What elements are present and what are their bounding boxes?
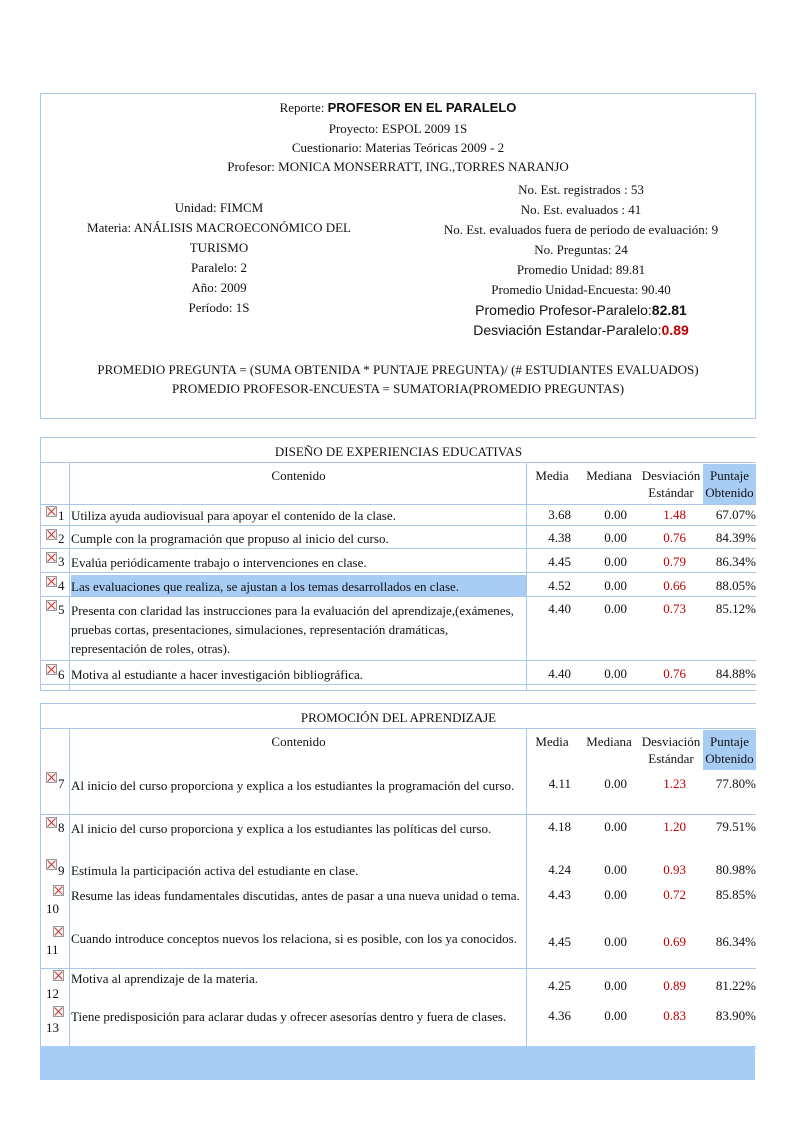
table-row <box>41 816 756 856</box>
row-text: Tiene predisposición para aclarar dudas y ofrecer asesorías dentro y fuera de clases. <box>71 1009 507 1024</box>
row-median: 0.00 <box>604 819 627 834</box>
year-line: Año: 2009 <box>191 280 247 295</box>
row-media: 4.40 <box>548 666 571 681</box>
col-deviation-line1: Desviación <box>641 734 701 749</box>
col-media: Media <box>535 468 569 483</box>
row-number: 10 <box>46 901 59 916</box>
row-deviation: 0.73 <box>663 601 686 616</box>
report-value: PROFESOR EN EL PARALELO <box>327 100 517 115</box>
row-media: 4.43 <box>548 887 571 902</box>
section-learning <box>40 703 756 1049</box>
row-score: 77.80% <box>715 776 756 791</box>
row-score: 86.34% <box>715 934 756 949</box>
row-median: 0.00 <box>604 887 627 902</box>
row-deviation: 0.72 <box>663 887 686 902</box>
row-deviation: 0.89 <box>663 978 686 993</box>
table-row <box>41 551 756 573</box>
unit-average-line: Promedio Unidad: 89.81 <box>516 262 646 277</box>
row-median: 0.00 <box>604 530 627 545</box>
row-score: 80.98% <box>715 862 756 877</box>
table-row <box>41 1004 756 1047</box>
report-label: Reporte: <box>279 100 328 115</box>
row-media: 4.45 <box>548 554 571 569</box>
row-median: 0.00 <box>604 978 627 993</box>
footer-bar <box>40 1046 755 1080</box>
col-score <box>703 464 756 504</box>
row-deviation: 1.23 <box>663 776 686 791</box>
broken-image-icon <box>46 859 57 870</box>
row-score: 83.90% <box>715 1008 756 1023</box>
row-score: 79.51% <box>715 819 756 834</box>
statistics-info <box>401 180 761 340</box>
row-median: 0.00 <box>604 578 627 593</box>
row-score: 81.22% <box>715 978 756 993</box>
broken-image-icon <box>53 926 64 937</box>
table-row <box>41 599 756 661</box>
period-line: Período: 1S <box>188 300 250 315</box>
row-deviation: 0.79 <box>663 554 686 569</box>
row-number: 3 <box>58 554 65 569</box>
broken-image-icon <box>46 552 57 563</box>
row-deviation: 0.66 <box>663 578 686 593</box>
row-media: 4.24 <box>548 862 571 877</box>
row-text: Evalúa periódicamente trabajo o intervenciones en clase. <box>71 555 367 570</box>
row-media: 4.40 <box>548 601 571 616</box>
row-media: 3.68 <box>548 507 571 522</box>
row-deviation: 0.76 <box>663 530 686 545</box>
std-deviation <box>401 320 761 340</box>
col-content: Contenido <box>271 734 326 749</box>
professor-average <box>401 300 761 320</box>
col-deviation <box>639 733 703 767</box>
questions-line: No. Preguntas: 24 <box>534 242 628 257</box>
project-line: Proyecto: ESPOL 2009 1S <box>328 121 468 136</box>
evaluated-line: No. Est. evaluados : 41 <box>520 202 642 217</box>
std-deviation-value: 0.89 <box>661 322 689 338</box>
row-text: Al inicio del curso proporciona y explica a los estudiantes la programación del curso. <box>71 778 515 793</box>
col-deviation-line1: Desviación <box>641 468 701 483</box>
row-media: 4.36 <box>548 1008 571 1023</box>
col-deviation-line2: Estándar <box>648 751 694 766</box>
col-deviation <box>639 467 703 501</box>
col-score-line2: Obtenido <box>705 751 754 766</box>
row-text: Resume las ideas fundamentales discutidas, antes de pasar a una nueva unidad o tema. <box>71 888 520 903</box>
report-header <box>40 93 756 419</box>
report-title <box>41 100 755 116</box>
col-score <box>703 730 756 770</box>
broken-image-icon <box>46 817 57 828</box>
row-deviation: 0.76 <box>663 666 686 681</box>
registered-line: No. Est. registrados : 53 <box>518 182 644 197</box>
unit-line: Unidad: FIMCM <box>174 200 264 215</box>
formula-survey: PROMEDIO PROFESOR-ENCUESTA = SUMATORIA(PROMEDIO PREGUNTAS) <box>171 381 625 396</box>
row-number: 6 <box>58 667 65 682</box>
table-row <box>41 575 756 597</box>
row-score: 85.12% <box>715 601 756 616</box>
table-row <box>41 858 756 881</box>
section-title: DISEÑO DE EXPERIENCIAS EDUCATIVAS <box>41 442 756 463</box>
row-median: 0.00 <box>604 862 627 877</box>
row-score: 67.07% <box>715 507 756 522</box>
row-number: 5 <box>58 602 65 617</box>
row-number: 4 <box>58 578 65 593</box>
col-media: Media <box>535 734 569 749</box>
row-median: 0.00 <box>604 507 627 522</box>
row-deviation: 0.69 <box>663 934 686 949</box>
row-text: Cumple con la programación que propuso al inicio del curso. <box>71 531 389 546</box>
row-text: Utiliza ayuda audiovisual para apoyar el contenido de la clase. <box>71 508 396 523</box>
row-media: 4.11 <box>548 776 571 791</box>
row-deviation: 0.83 <box>663 1008 686 1023</box>
row-deviation: 1.48 <box>663 507 686 522</box>
broken-image-icon <box>53 970 64 981</box>
row-score: 88.05% <box>715 578 756 593</box>
broken-image-icon <box>46 529 57 540</box>
col-content: Contenido <box>271 468 326 483</box>
row-score: 86.34% <box>715 554 756 569</box>
row-deviation: 1.20 <box>663 819 686 834</box>
professor-average-label: Promedio Profesor-Paralelo: <box>475 302 652 318</box>
broken-image-icon <box>46 600 57 611</box>
broken-image-icon <box>46 772 57 783</box>
professor-line: Profesor: MONICA MONSERRATT, ING.,TORRES NARANJO <box>227 159 569 174</box>
subject-line-2: TURISMO <box>189 240 249 255</box>
table-row <box>41 970 756 1002</box>
professor-average-value: 82.81 <box>651 302 687 318</box>
unit-survey-average-line: Promedio Unidad-Encuesta: 90.40 <box>491 282 671 297</box>
row-number: 11 <box>46 942 59 957</box>
questionnaire-line: Cuestionario: Materias Teóricas 2009 - 2 <box>291 140 505 155</box>
row-score: 85.85% <box>715 887 756 902</box>
table-row <box>41 770 756 815</box>
std-deviation-label: Desviación Estandar-Paralelo: <box>473 322 662 338</box>
table-row <box>41 505 756 526</box>
broken-image-icon <box>53 885 64 896</box>
parallel-line: Paralelo: 2 <box>191 260 247 275</box>
broken-image-icon <box>46 664 57 675</box>
row-score: 84.39% <box>715 530 756 545</box>
row-median: 0.00 <box>604 601 627 616</box>
row-text: Motiva al aprendizaje de la materia. <box>71 971 258 986</box>
row-number: 1 <box>58 508 65 523</box>
row-text: Presenta con claridad las instrucciones para la evaluación del aprendizaje,(exámenes, pruebas cortas, presentaciones, simulaciones, representación dramáticas, representación de roles, otras). <box>71 603 514 656</box>
table-header <box>41 464 756 505</box>
row-media: 4.45 <box>548 934 571 949</box>
row-median: 0.00 <box>604 554 627 569</box>
col-score-line1: Puntaje <box>710 468 749 483</box>
row-media: 4.52 <box>548 578 571 593</box>
row-number: 12 <box>46 986 59 1001</box>
formula-question: PROMEDIO PREGUNTA = (SUMA OBTENIDA * PUNTAJE PREGUNTA)/ (# ESTUDIANTES EVALUADOS) <box>97 362 699 377</box>
row-text: Estimula la participación activa del estudiante en clase. <box>71 863 359 878</box>
outside-period-line: No. Est. evaluados fuera de periodo de evaluación: 9 <box>443 222 719 237</box>
table-header <box>41 730 756 770</box>
broken-image-icon <box>46 506 57 517</box>
col-deviation-line2: Estándar <box>648 485 694 500</box>
row-median: 0.00 <box>604 776 627 791</box>
row-number: 7 <box>58 776 65 791</box>
row-number: 13 <box>46 1020 59 1035</box>
row-median: 0.00 <box>604 934 627 949</box>
row-text: Cuando introduce conceptos nuevos los relaciona, si es posible, con los ya conocidos. <box>71 931 517 946</box>
col-median: Mediana <box>586 734 632 749</box>
row-media: 4.38 <box>548 530 571 545</box>
broken-image-icon <box>53 1006 64 1017</box>
broken-image-icon <box>46 576 57 587</box>
row-median: 0.00 <box>604 1008 627 1023</box>
row-score: 84.88% <box>715 666 756 681</box>
col-score-line2: Obtenido <box>705 485 754 500</box>
table-row <box>41 924 756 969</box>
section-title: PROMOCIÓN DEL APRENDIZAJE <box>41 708 756 729</box>
table-row <box>41 882 756 922</box>
section-design <box>40 437 756 691</box>
col-median: Mediana <box>586 468 632 483</box>
row-media: 4.25 <box>548 978 571 993</box>
row-text: Motiva al estudiante a hacer investigación bibliográfica. <box>71 667 364 682</box>
table-row <box>41 663 756 685</box>
subject-info <box>41 198 397 318</box>
table-row <box>41 528 756 549</box>
row-media: 4.18 <box>548 819 571 834</box>
row-median: 0.00 <box>604 666 627 681</box>
row-text-highlighted: Las evaluaciones que realiza, se ajustan a los temas desarrollados en clase. <box>71 575 526 596</box>
col-score-line1: Puntaje <box>710 734 749 749</box>
subject-line-1: Materia: ANÁLISIS MACROECONÓMICO DEL <box>87 220 351 235</box>
row-number: 8 <box>58 820 65 835</box>
row-text: Al inicio del curso proporciona y explica a los estudiantes las políticas del curso. <box>71 821 492 836</box>
row-deviation: 0.93 <box>663 862 686 877</box>
row-number: 9 <box>58 863 65 878</box>
row-number: 2 <box>58 531 65 546</box>
